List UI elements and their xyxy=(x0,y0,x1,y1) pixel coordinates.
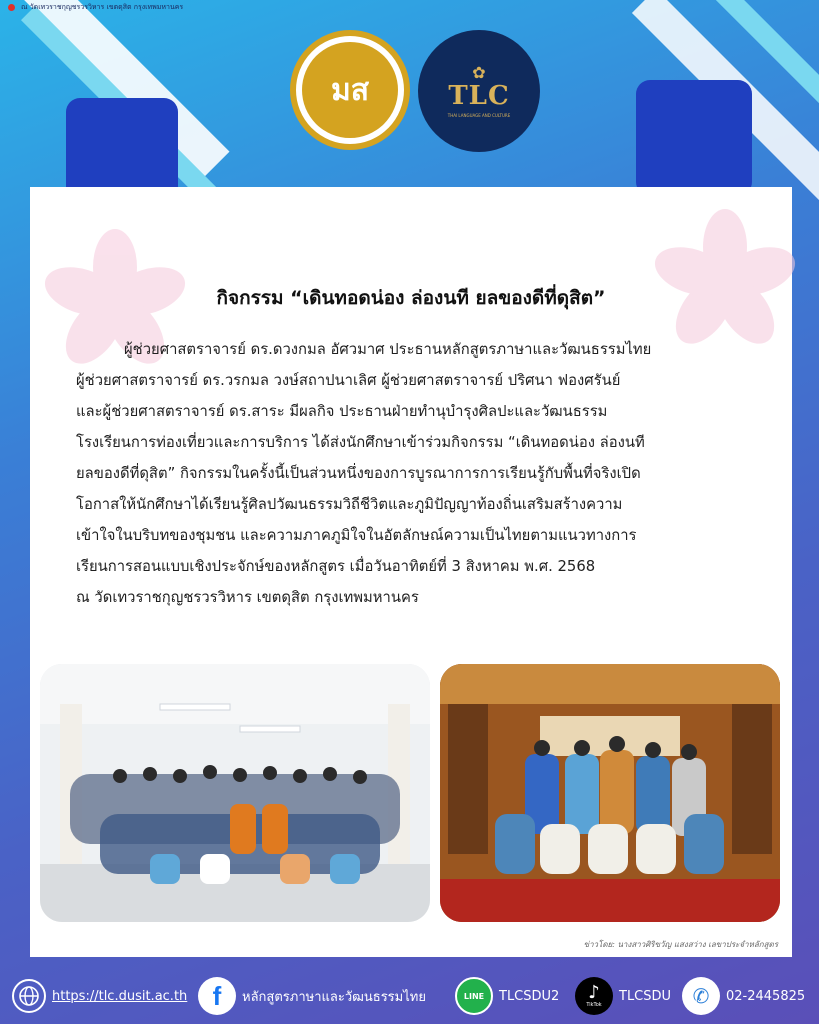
article-line: ณ วัดเทวราชกุญชรวรวิหาร เขตดุสิต กรุงเทพมหานคร xyxy=(76,589,419,606)
university-logo-mark: มส xyxy=(330,72,370,108)
footer-line[interactable] xyxy=(455,968,559,1024)
globe-icon xyxy=(12,979,46,1013)
article-card xyxy=(30,187,792,957)
line-id[interactable]: TLCSDU2 xyxy=(499,988,560,1004)
footer-website[interactable] xyxy=(12,968,187,1024)
location-label xyxy=(8,0,183,14)
line-icon xyxy=(455,977,493,1015)
article-line: โอกาสให้นักศึกษาได้เรียนรู้ศิลปวัฒนธรรมวิถีชีวิตและภูมิปัญญาท้องถิ่นเสริมสร้างความ xyxy=(76,496,623,513)
footer-facebook[interactable] xyxy=(198,968,426,1024)
facebook-page-name[interactable]: หลักสูตรภาษาและวัฒนธรรมไทย xyxy=(242,989,426,1005)
phone-icon: ✆ xyxy=(682,977,720,1015)
website-link[interactable]: https://tlc.dusit.ac.th xyxy=(52,988,188,1004)
phone-number[interactable]: 02-2445825 xyxy=(726,988,806,1004)
map-pin-icon xyxy=(8,4,15,11)
article-line: ผู้ช่วยศาสตราจารย์ ดร.วรกมล วงษ์สถาปนาเลิศ ผู้ช่วยศาสตราจารย์ ปริศนา ฟองศรันย์ xyxy=(76,372,621,389)
article-body xyxy=(76,334,766,613)
article-title: กิจกรรม “เดินทอดน่อง ล่องนที ยลของดีที่ดุสิต” xyxy=(216,287,606,309)
news-credit: ข่าวโดย: นางสาวศิริขวัญ แสงสว่าง เลขาประจำหลักสูตร xyxy=(583,940,778,949)
tiktok-icon: ♪ TikTok xyxy=(575,977,613,1015)
article-line: ยลของดีที่ดุสิต” กิจกรรมในครั้งนี้เป็นส่วนหนึ่งของการบูรณาการการเรียนรู้กับพื้นที่จริงเปิด xyxy=(76,465,641,482)
line-icon-label: LINE xyxy=(463,991,485,1001)
tiktok-id[interactable]: TLCSDU xyxy=(619,988,672,1004)
article-line: เรียนการสอนแบบเชิงประจักษ์ของหลักสูตร เมื่อวันอาทิตย์ที่ 3 สิงหาคม พ.ศ. 2568 xyxy=(76,558,596,575)
lotus-icon: ✿ xyxy=(472,62,486,82)
tlc-logo-caption: THAI LANGUAGE AND CULTURE xyxy=(447,112,511,118)
tlc-logo xyxy=(418,30,540,152)
article-line: และผู้ช่วยศาสตราจารย์ ดร.สาระ มีผลกิจ ประธานฝ่ายทำนุบำรุงศิลปะและวัฒนธรรม xyxy=(76,403,608,420)
group-photo-hall xyxy=(40,664,430,922)
article-line: โรงเรียนการท่องเที่ยวและการบริการ ได้ส่งนักศึกษาเข้าร่วมกิจกรรม “เดินทอดน่อง ล่องนที xyxy=(76,434,645,451)
facebook-icon: f xyxy=(198,977,236,1015)
footer-phone[interactable] xyxy=(682,968,805,1024)
article-line: เข้าใจในบริบทของชุมชน และความภาคภูมิใจในอัตลักษณ์ความเป็นไทยตามแนวทางการ xyxy=(76,527,637,544)
students-traditional-photo xyxy=(440,664,780,922)
university-logo xyxy=(290,30,410,150)
tlc-logo-mark: TLC xyxy=(448,80,510,111)
article-line: ผู้ช่วยศาสตราจารย์ ดร.ดวงกมล อัศวมาศ ประธานหลักสูตรภาษาและวัฒนธรรมไทย xyxy=(124,341,652,358)
footer-tiktok[interactable] xyxy=(575,968,671,1024)
tiktok-icon-label: TikTok xyxy=(586,1002,602,1008)
location-text: ณ วัดเทวราชกุญชรวรวิหาร เขตดุสิต กรุงเทพมหานคร xyxy=(21,2,184,11)
decor-square-right xyxy=(636,80,752,196)
